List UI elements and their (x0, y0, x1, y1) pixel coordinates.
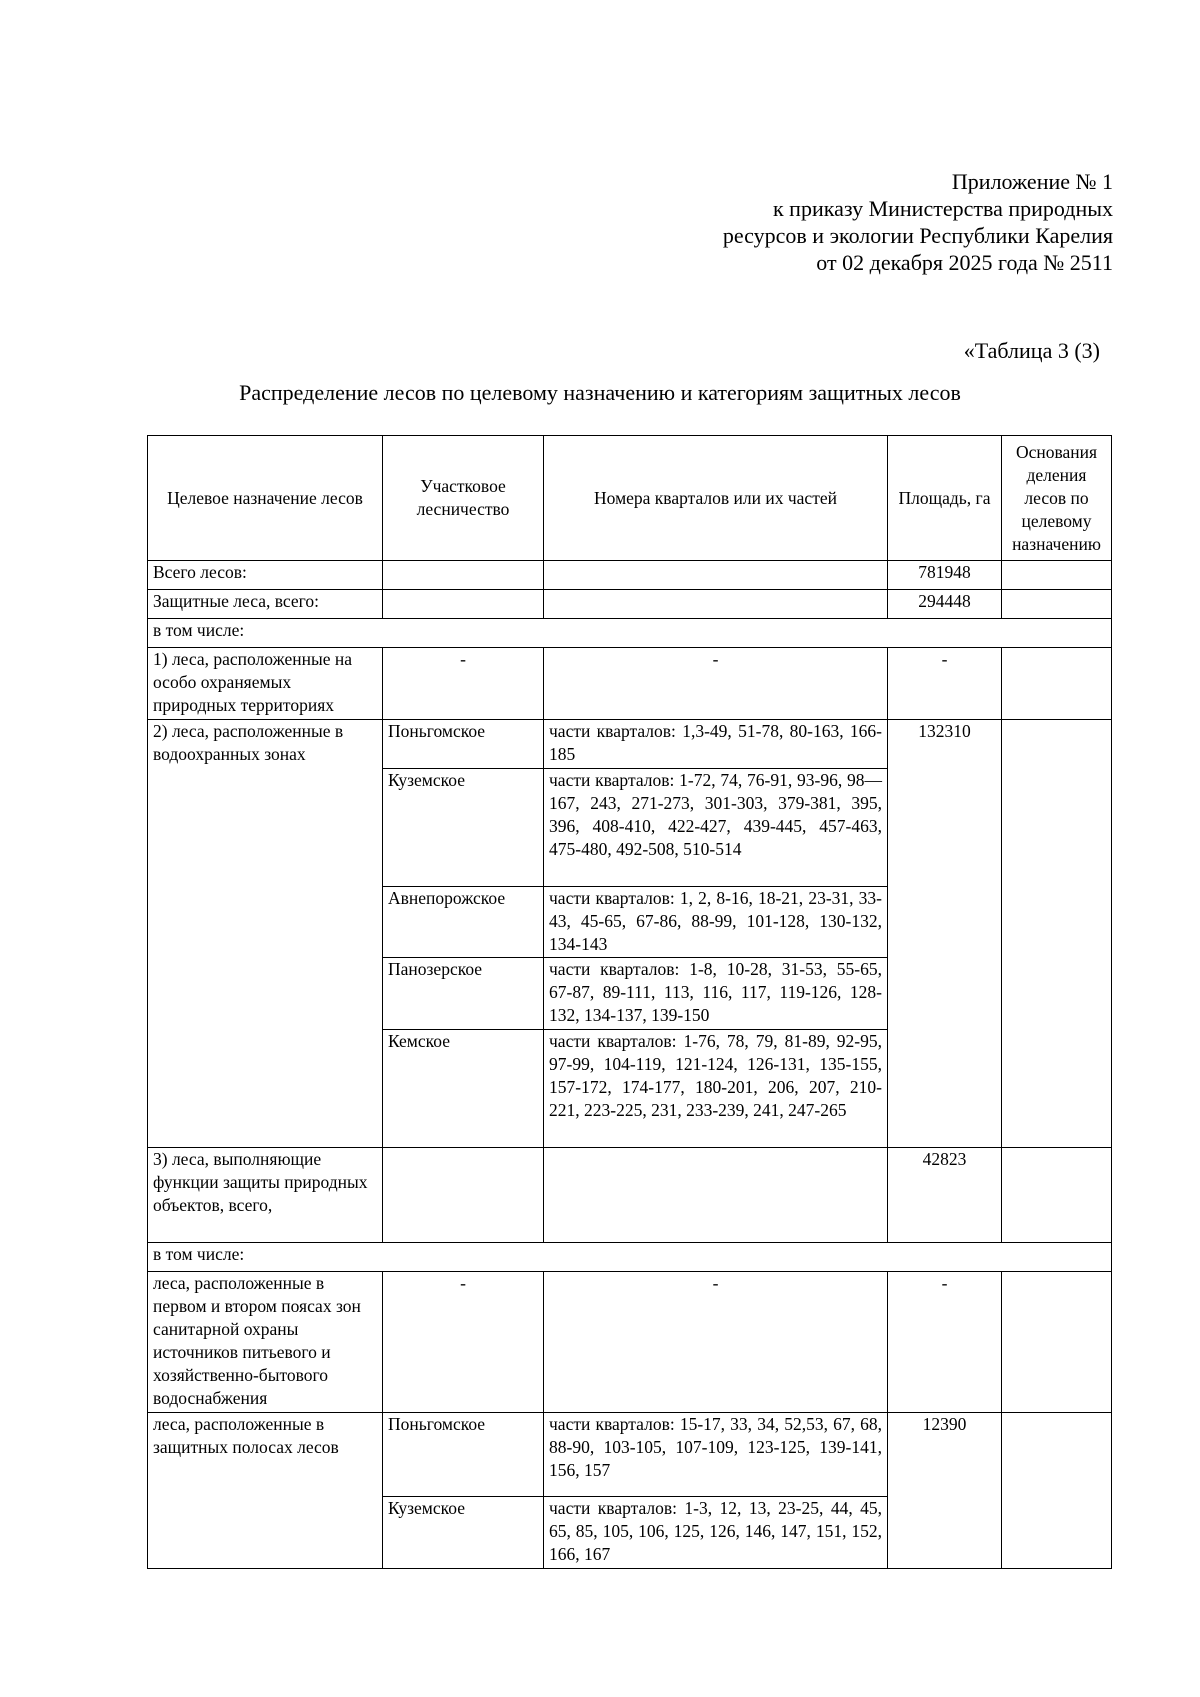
row-2-quarters-1: части кварталов: 1,3-49, 51-78, 80-163, 166-185 (544, 720, 888, 769)
row-5-forestry-2: Куземское (383, 1497, 544, 1569)
table-row (148, 1272, 1112, 1413)
table-row (148, 590, 1112, 619)
row-1-label: 1) леса, расположенные на особо охраняемых природных территориях (148, 648, 383, 720)
row-2-quarters-5: части кварталов: 1-76, 78, 79, 81-89, 92-95, 97-99, 104-119, 121-124, 126-131, 135-155, 157-172, 174-177, 180-201, 206, 207, 210-221, 223-225, 231, 233-239, 241, 247-265 (544, 1030, 888, 1148)
col-header-forestry: Участковое лесничество (383, 436, 544, 561)
table-row (148, 648, 1112, 720)
col-header-purpose: Целевое назначение лесов (148, 436, 383, 561)
col-header-area: Площадь, га (888, 436, 1002, 561)
table-row (148, 720, 1112, 769)
row-3-area: 42823 (888, 1148, 1002, 1243)
row-5-quarters-1: части кварталов: 15-17, 33, 34, 52,53, 67, 68, 88-90, 103-105, 107-109, 123-125, 139-141, 156, 157 (544, 1413, 888, 1497)
row-4-quarters: - (544, 1272, 888, 1413)
col-header-basis: Основания деления лесов по целевому назначению (1002, 436, 1112, 561)
forest-distribution-table (147, 435, 1112, 1569)
table-row (148, 1148, 1112, 1243)
row-2-forestry-5: Кемское (383, 1030, 544, 1148)
row-protective-label: Защитные леса, всего: (148, 590, 383, 619)
row-5-label: леса, расположенные в защитных полосах лесов (148, 1413, 383, 1569)
row-2-forestry-3: Авнепорожское (383, 887, 544, 958)
table-caption: «Таблица 3 (3) (963, 338, 1100, 363)
row-2-quarters-2: части кварталов: 1-72, 74, 76-91, 93-96, 98—167, 243, 271-273, 301-303, 379-381, 395, 396, 408-410, 422-427, 439-445, 457-463, 475-480, 492-508, 510-514 (544, 769, 888, 887)
col-header-quarters: Номера кварталов или их частей (544, 436, 888, 561)
table-header-row (148, 436, 1112, 561)
table-title: Распределение лесов по целевому назначению и категориям защитных лесов (239, 380, 961, 405)
row-total-label: Всего лесов: (148, 561, 383, 590)
row-2-area: 132310 (888, 720, 1002, 1148)
appendix-header (723, 168, 1113, 276)
row-4-area: - (888, 1272, 1002, 1413)
row-2-label: 2) леса, расположенные в водоохранных зонах (148, 720, 383, 1148)
row-4-label: леса, расположенные в первом и втором поясах зон санитарной охраны источников питьевого и хозяйственно-бытового водоснабжения (148, 1272, 383, 1413)
row-1-area: - (888, 648, 1002, 720)
ministry-name: ресурсов и экологии Республики Карелия (722, 223, 1113, 248)
table-row (148, 1413, 1112, 1497)
row-5-quarters-2: части кварталов: 1-3, 12, 13, 23-25, 44, 45, 65, 85, 105, 106, 125, 126, 146, 147, 151, 152, 166, 167 (544, 1497, 888, 1569)
row-2-quarters-3: части кварталов: 1, 2, 8-16, 18-21, 23-31, 33-43, 45-65, 67-86, 88-99, 101-128, 130-132, 134-143 (544, 887, 888, 958)
row-total-area: 781948 (888, 561, 1002, 590)
row-5-forestry-1: Поньгомское (383, 1413, 544, 1497)
table-row (148, 619, 1112, 648)
appendix-number: Приложение № 1 (951, 169, 1113, 194)
including-label-2: в том числе: (148, 1243, 1112, 1272)
table-row (148, 561, 1112, 590)
order-date: от 02 декабря 2025 года № 2511 (816, 250, 1113, 275)
table-row (148, 1243, 1112, 1272)
including-label: в том числе: (148, 619, 1112, 648)
row-1-quarters: - (544, 648, 888, 720)
row-2-forestry-2: Куземское (383, 769, 544, 887)
row-2-quarters-4: части кварталов: 1-8, 10-28, 31-53, 55-65, 67-87, 89-111, 113, 116, 117, 119-126, 128-132, 134-137, 139-150 (544, 958, 888, 1030)
row-4-forestry: - (383, 1272, 544, 1413)
row-2-forestry-1: Поньгомское (383, 720, 544, 769)
row-5-area: 12390 (888, 1413, 1002, 1569)
row-2-forestry-4: Панозерское (383, 958, 544, 1030)
row-3-label: 3) леса, выполняющие функции защиты природных объектов, всего, (148, 1148, 383, 1243)
order-reference: к приказу Министерства природных (772, 196, 1113, 221)
row-1-forestry: - (383, 648, 544, 720)
row-protective-area: 294448 (888, 590, 1002, 619)
